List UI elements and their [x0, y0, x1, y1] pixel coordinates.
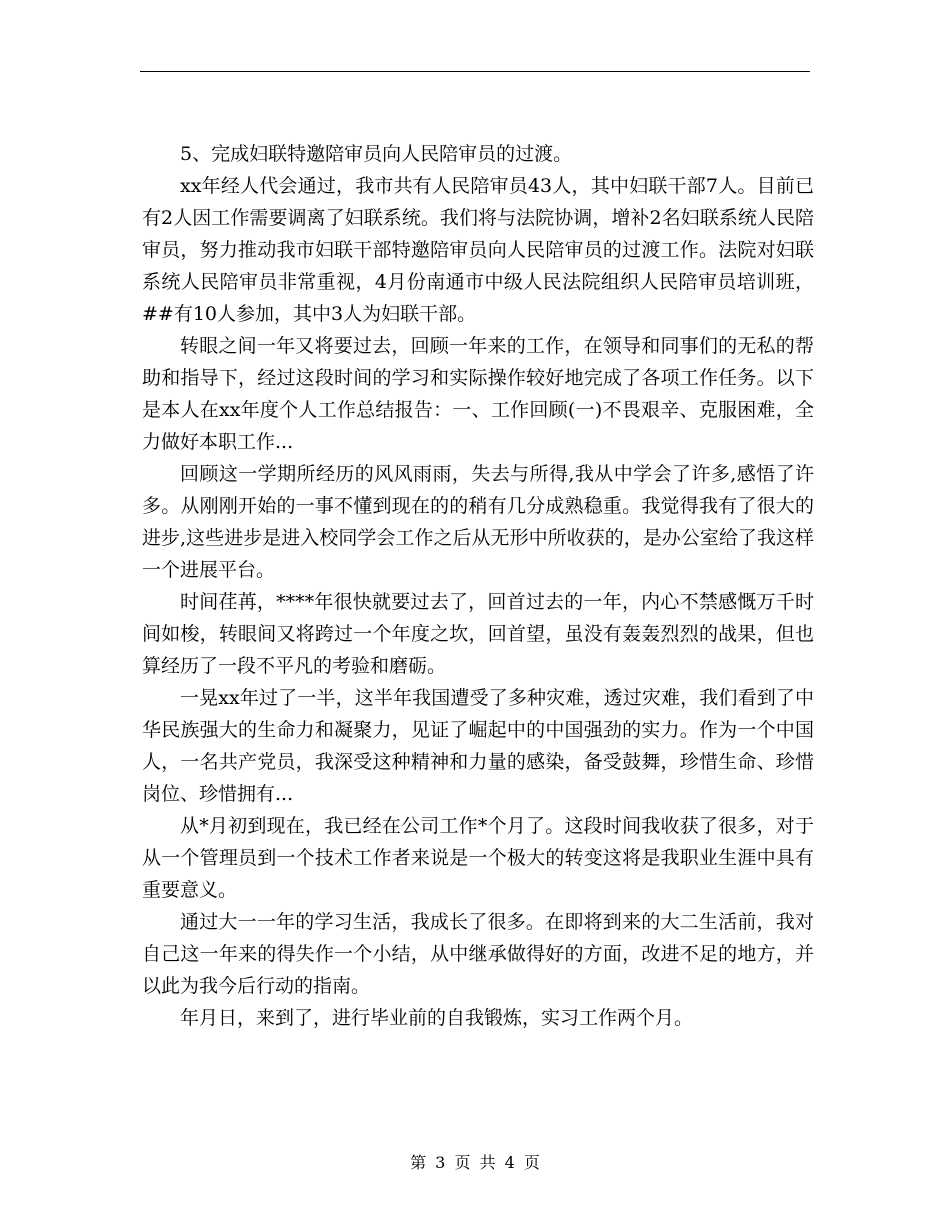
- paragraph-2: xx年经人代会通过，我市共有人民陪审员43人，其中妇联干部7人。目前已有2人因工作需要调离了妇联系统。我们将与法院协调，增补2名妇联系统人民陪审员，努力推动我市妇联干部特邀陪审员向人民陪审员的过渡工作。法院对妇联系统人民陪审员非常重视，4月份南通市中级人民法院组织人民陪审员培训班，##有10人参加，其中3人为妇联干部。: [142, 175, 814, 325]
- page-number-label: 第 3 页 共 4 页: [410, 1153, 540, 1172]
- paragraph-3: 转眼之间一年又将要过去，回顾一年来的工作，在领导和同事们的无私的帮助和指导下，经过这段时间的学习和实际操作较好地完成了各项工作任务。以下是本人在xx年度个人工作总结报告：一、工作回顾(一)不畏艰辛、克服困难，全力做好本职工作...: [142, 335, 814, 453]
- paragraph-1: 5、完成妇联特邀陪审员向人民陪审员的过渡。: [180, 143, 573, 165]
- paragraph-7: 从*月初到现在，我已经在公司工作*个月了。这段时间我收获了很多，对于从一个管理员到一个技术工作者来说是一个极大的转变这将是我职业生涯中具有重要意义。: [142, 815, 814, 901]
- page-footer: [0, 1153, 950, 1173]
- paragraph-4: 回顾这一学期所经历的风风雨雨，失去与所得,我从中学会了许多,感悟了许多。从刚刚开始的一事不懂到现在的的稍有几分成熟稳重。我觉得我有了很大的进步,这些进步是进入校同学会工作之后从无形中所收获的，是办公室给了我这样一个进展平台。: [142, 463, 814, 581]
- paragraph-8: 通过大一一年的学习生活，我成长了很多。在即将到来的大二生活前，我对自己这一年来的得失作一个小结，从中继承做得好的方面，改进不足的地方，并以此为我今后行动的指南。: [142, 911, 814, 997]
- paragraph-5: 时间荏苒，****年很快就要过去了，回首过去的一年，内心不禁感慨万千时间如梭，转眼间又将跨过一个年度之坎，回首望，虽没有轰轰烈烈的战果，但也算经历了一段不平凡的考验和磨砺。: [142, 591, 814, 677]
- paragraph-6: 一晃xx年过了一半，这半年我国遭受了多种灾难，透过灾难，我们看到了中华民族强大的生命力和凝聚力，见证了崛起中的中国强劲的实力。作为一个中国人，一名共产党员，我深受这种精神和力量的感染，备受鼓舞，珍惜生命、珍惜岗位、珍惜拥有...: [142, 687, 814, 805]
- document-body: [142, 138, 814, 1034]
- header-rule: [140, 71, 810, 72]
- paragraph-9: 年月日，来到了，进行毕业前的自我锻炼，实习工作两个月。: [180, 1007, 694, 1029]
